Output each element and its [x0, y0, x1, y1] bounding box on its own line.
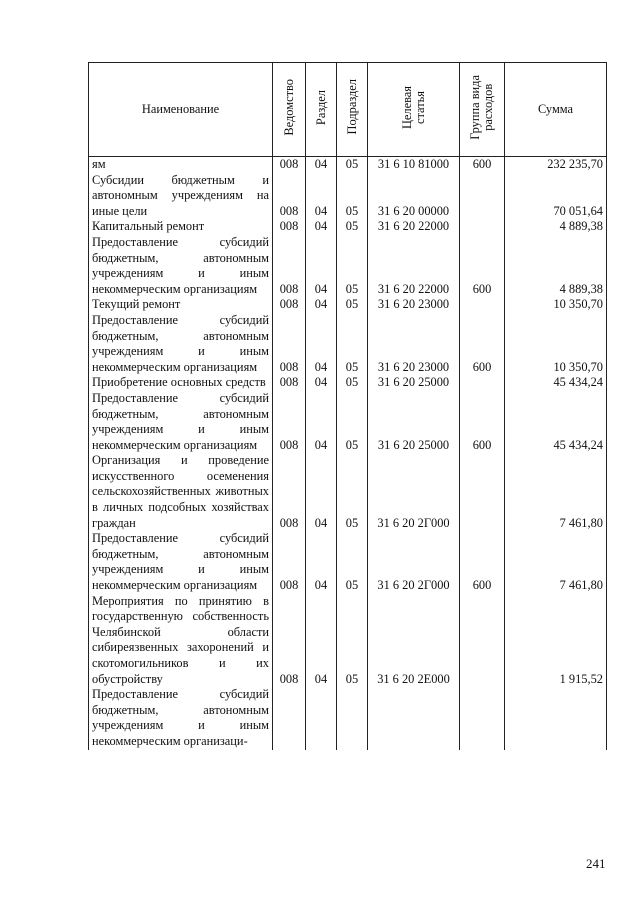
row-dept: 008	[273, 313, 306, 375]
row-group	[460, 453, 505, 531]
header-name: Наименование	[89, 63, 273, 157]
row-section: 04	[306, 235, 337, 297]
row-target: 31 6 20 2Е000	[368, 594, 460, 688]
row-section: 04	[306, 375, 337, 391]
row-target: 31 6 20 00000	[368, 173, 460, 220]
row-subsection: 05	[337, 173, 368, 220]
row-section: 04	[306, 157, 337, 173]
row-name: Предоставление субсидий бюджетным, автономным учреждениям и иным некоммерческим организациям	[89, 313, 273, 375]
row-name: Предоставление субсидий бюджетным, автономным учреждениям и иным некоммерческим организаци-	[89, 687, 273, 749]
row-group: 600	[460, 235, 505, 297]
row-subsection: 05	[337, 391, 368, 453]
row-name: Приобретение основных средств	[89, 375, 273, 391]
table-row	[89, 531, 607, 593]
row-subsection: 05	[337, 235, 368, 297]
header-sum: Сумма	[505, 63, 607, 157]
row-subsection: 05	[337, 297, 368, 313]
header-subsection: Подраздел	[337, 63, 368, 157]
budget-table	[88, 62, 607, 750]
row-name: Текущий ремонт	[89, 297, 273, 313]
row-group: 600	[460, 531, 505, 593]
row-group	[460, 594, 505, 688]
row-sum: 4 889,38	[505, 235, 607, 297]
row-name: Капитальный ремонт	[89, 219, 273, 235]
row-sum	[505, 687, 607, 749]
row-section: 04	[306, 391, 337, 453]
row-dept: 008	[273, 235, 306, 297]
row-subsection: 05	[337, 313, 368, 375]
row-target: 31 6 20 2Г000	[368, 531, 460, 593]
row-target: 31 6 20 25000	[368, 391, 460, 453]
row-target: 31 6 10 81000	[368, 157, 460, 173]
row-target: 31 6 20 25000	[368, 375, 460, 391]
table-row	[89, 391, 607, 453]
row-target: 31 6 20 22000	[368, 219, 460, 235]
row-dept: 008	[273, 219, 306, 235]
row-sum: 70 051,64	[505, 173, 607, 220]
row-group	[460, 173, 505, 220]
row-dept: 008	[273, 157, 306, 173]
row-section: 04	[306, 297, 337, 313]
row-dept: 008	[273, 453, 306, 531]
row-target	[368, 687, 460, 749]
row-group	[460, 297, 505, 313]
row-target: 31 6 20 22000	[368, 235, 460, 297]
row-section: 04	[306, 173, 337, 220]
row-name: Субсидии бюджетным и автономным учреждениям на иные цели	[89, 173, 273, 220]
table-header-row	[89, 63, 607, 157]
table-row	[89, 453, 607, 531]
row-name: Предоставление субсидий бюджетным, автономным учреждениям и иным некоммерческим организациям	[89, 235, 273, 297]
row-section: 04	[306, 453, 337, 531]
row-sum: 1 915,52	[505, 594, 607, 688]
header-group: Группа вида расходов	[460, 63, 505, 157]
table-row	[89, 219, 607, 235]
row-subsection: 05	[337, 375, 368, 391]
table-row	[89, 375, 607, 391]
row-dept: 008	[273, 173, 306, 220]
row-subsection: 05	[337, 157, 368, 173]
row-sum: 10 350,70	[505, 313, 607, 375]
row-target: 31 6 20 2Г000	[368, 453, 460, 531]
row-group	[460, 375, 505, 391]
row-dept: 008	[273, 375, 306, 391]
row-name: Предоставление субсидий бюджетным, автономным учреждениям и иным некоммерческим организациям	[89, 531, 273, 593]
header-dept: Ведомство	[273, 63, 306, 157]
row-subsection: 05	[337, 453, 368, 531]
row-subsection: 05	[337, 594, 368, 688]
row-section: 04	[306, 219, 337, 235]
table-row	[89, 313, 607, 375]
row-sum: 10 350,70	[505, 297, 607, 313]
row-subsection	[337, 687, 368, 749]
header-section: Раздел	[306, 63, 337, 157]
row-sum: 45 434,24	[505, 375, 607, 391]
header-target: Целевая статья	[368, 63, 460, 157]
row-section	[306, 687, 337, 749]
row-sum: 7 461,80	[505, 531, 607, 593]
row-target: 31 6 20 23000	[368, 297, 460, 313]
table-row	[89, 687, 607, 749]
row-dept: 008	[273, 391, 306, 453]
page-number: 241	[586, 856, 606, 871]
row-group	[460, 219, 505, 235]
budget-table-page	[88, 62, 606, 750]
row-name: Мероприятия по принятию в государственную собственность Челябинской области сибиреязвенных захоронений и скотомогильников и их обустройству	[89, 594, 273, 688]
row-group: 600	[460, 157, 505, 173]
row-subsection: 05	[337, 531, 368, 593]
row-sum: 45 434,24	[505, 391, 607, 453]
row-section: 04	[306, 594, 337, 688]
row-section: 04	[306, 313, 337, 375]
row-sum: 4 889,38	[505, 219, 607, 235]
table-row	[89, 173, 607, 220]
row-dept	[273, 687, 306, 749]
row-dept: 008	[273, 297, 306, 313]
row-group	[460, 687, 505, 749]
row-target: 31 6 20 23000	[368, 313, 460, 375]
table-row	[89, 297, 607, 313]
row-section: 04	[306, 531, 337, 593]
table-row	[89, 235, 607, 297]
row-sum: 232 235,70	[505, 157, 607, 173]
row-group: 600	[460, 313, 505, 375]
row-dept: 008	[273, 531, 306, 593]
row-subsection: 05	[337, 219, 368, 235]
row-name: Предоставление субсидий бюджетным, автономным учреждениям и иным некоммерческим организациям	[89, 391, 273, 453]
row-name: Организация и проведение искусственного осеменения сельскохозяйственных животных в личных подсобных хозяйствах граждан	[89, 453, 273, 531]
row-sum: 7 461,80	[505, 453, 607, 531]
row-group: 600	[460, 391, 505, 453]
table-row	[89, 594, 607, 688]
table-row	[89, 157, 607, 173]
row-name: ям	[89, 157, 273, 173]
row-dept: 008	[273, 594, 306, 688]
